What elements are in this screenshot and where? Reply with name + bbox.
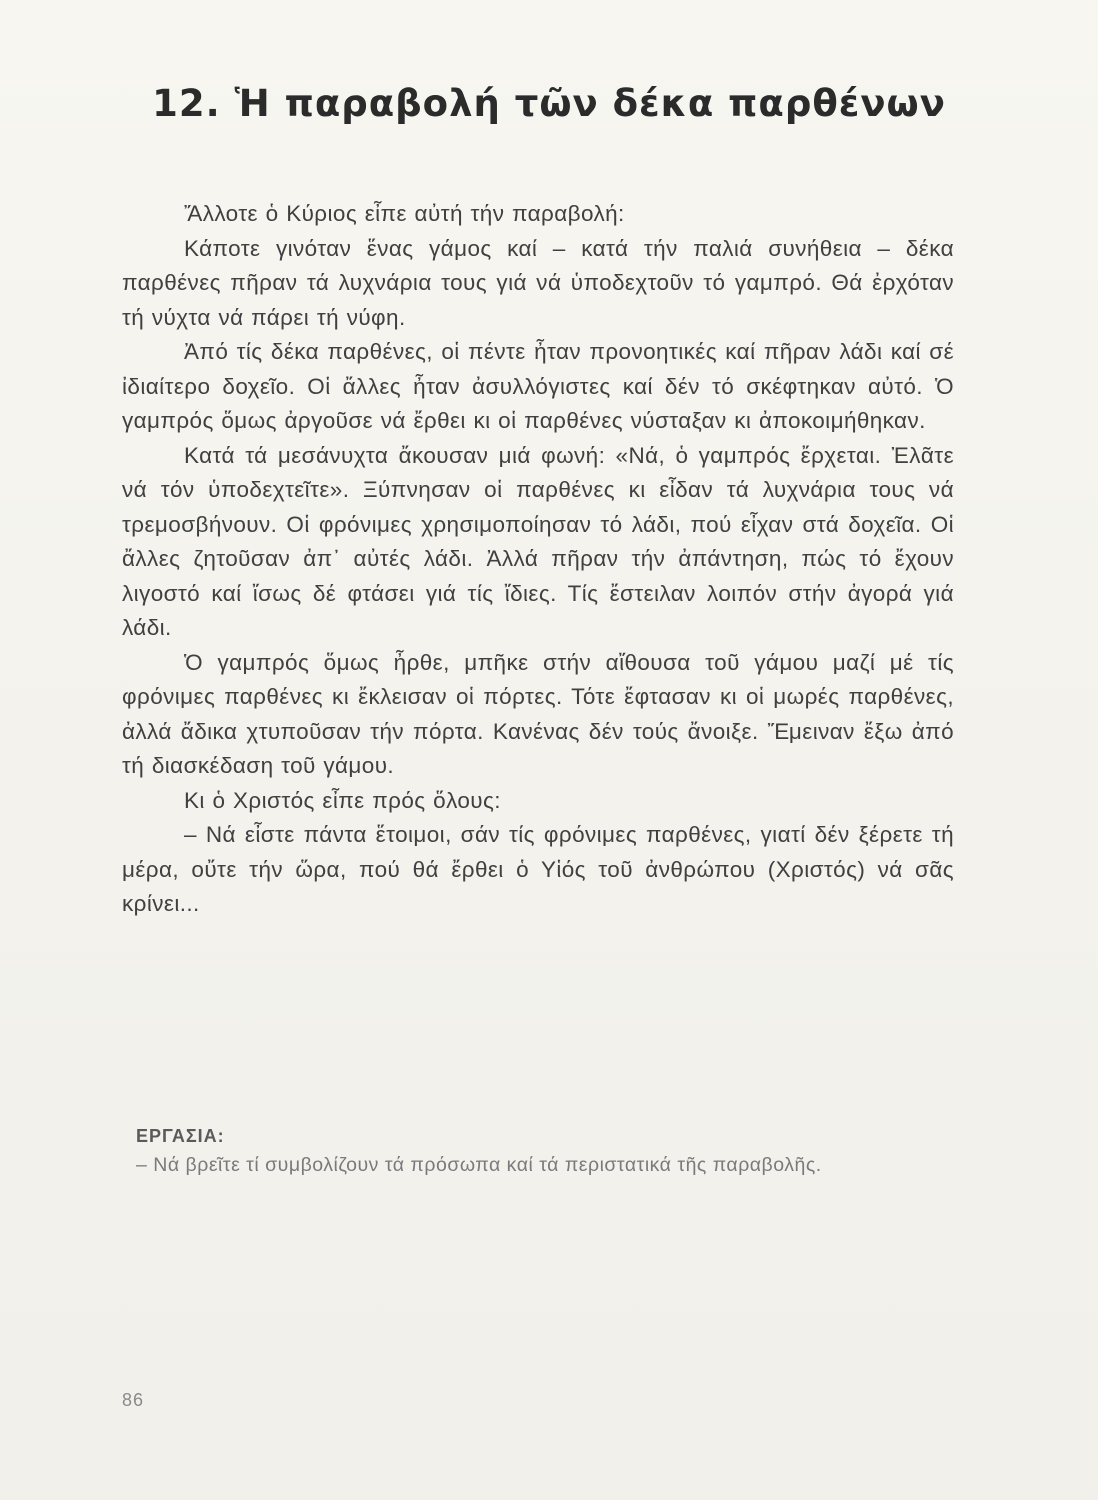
- story-text: [122, 197, 954, 922]
- paragraph-intro: Ἄλλοτε ὁ Κύριος εἶπε αὐτή τήν παραβολή:: [184, 201, 625, 226]
- paragraph-midnight: Κατά τά μεσάνυχτα ἄκουσαν μιά φωνή: «Νά, ὁ γαμπρός ἔρχεται. Ἐλᾶτε νά τόν ὑποδεχτεῖτε». Ξύπνησαν οἱ παρθένες κι εἶδαν τά λυχνάρια τους νά τρεμοσβήνουν. Οἱ φρόνιμες χρησιμοποίησαν τό λάδι, πού εἶχαν στά δοχεῖα. Οἱ ἄλλες ζητοῦσαν ἀπ᾽ αὐτές λάδι. Ἀλλά πῆραν τήν ἀπάντηση, πώς τό ἔχουν λιγοστό καί ἴσως δέ φτάσει γιά τίς ἴδιες. Τίς ἔστειλαν λοιπόν στήν ἀγορά γιά λάδι.: [122, 442, 954, 640]
- chapter-title: 12. Ἡ παραβολή τῶν δέκα παρθένων: [152, 82, 946, 125]
- paragraph-virgins: Ἀπό τίς δέκα παρθένες, οἱ πέντε ἦταν προνοητικές καί πῆραν λάδι καί σέ ἰδιαίτερο δοχεῖο. Οἱ ἄλλες ἦταν ἀσυλλόγιστες καί δέν τό σκέφτηκαν αὐτό. Ὁ γαμπρός ὅμως ἀργοῦσε νά ἔρθει κι οἱ παρθένες νύσταξαν κι ἀποκοιμήθηκαν.: [122, 339, 954, 433]
- exercise-text: – Νά βρεῖτε τί συμβολίζουν τά πρόσωπα καί τά περιστατικά τῆς παραβολῆς.: [136, 1154, 822, 1176]
- exercise-section: [136, 1126, 966, 1180]
- paragraph-wedding: Κάποτε γινόταν ἕνας γάμος καί – κατά τήν παλιά συνήθεια – δέκα παρθένες πῆραν τά λυχνάρια τους γιά νά ὑποδεχτοῦν τό γαμπρό. Θά ἐρχόταν τή νύχτα νά πάρει τή νύφη.: [122, 235, 954, 330]
- paragraph-moral: – Νά εἶστε πάντα ἕτοιμοι, σάν τίς φρόνιμες παρθένες, γιατί δέν ξέρετε τή μέρα, οὔτε τήν ὥρα, πού θά ἔρθει ὁ Υἱός τοῦ ἀνθρώπου (Χριστός) νά σᾶς κρίνει...: [122, 822, 954, 916]
- exercise-heading: ΕΡΓΑΣΙΑ:: [136, 1126, 225, 1146]
- paragraph-christ-said: Κι ὁ Χριστός εἶπε πρός ὅλους:: [184, 787, 501, 813]
- paragraph-groom-arrives: Ὁ γαμπρός ὅμως ἦρθε, μπῆκε στήν αἴθουσα τοῦ γάμου μαζί μέ τίς φρόνιμες παρθένες κι ἔκλεισαν οἱ πόρτες. Τότε ἔφτασαν κι οἱ μωρές παρθένες, ἀλλά ἄδικα χτυποῦσαν τήν πόρτα. Κανένας δέν τούς ἄνοιξε. Ἔμειναν ἔξω ἀπό τή διασκέδαση τοῦ γάμου.: [122, 649, 954, 778]
- page-number: 86: [122, 1390, 145, 1410]
